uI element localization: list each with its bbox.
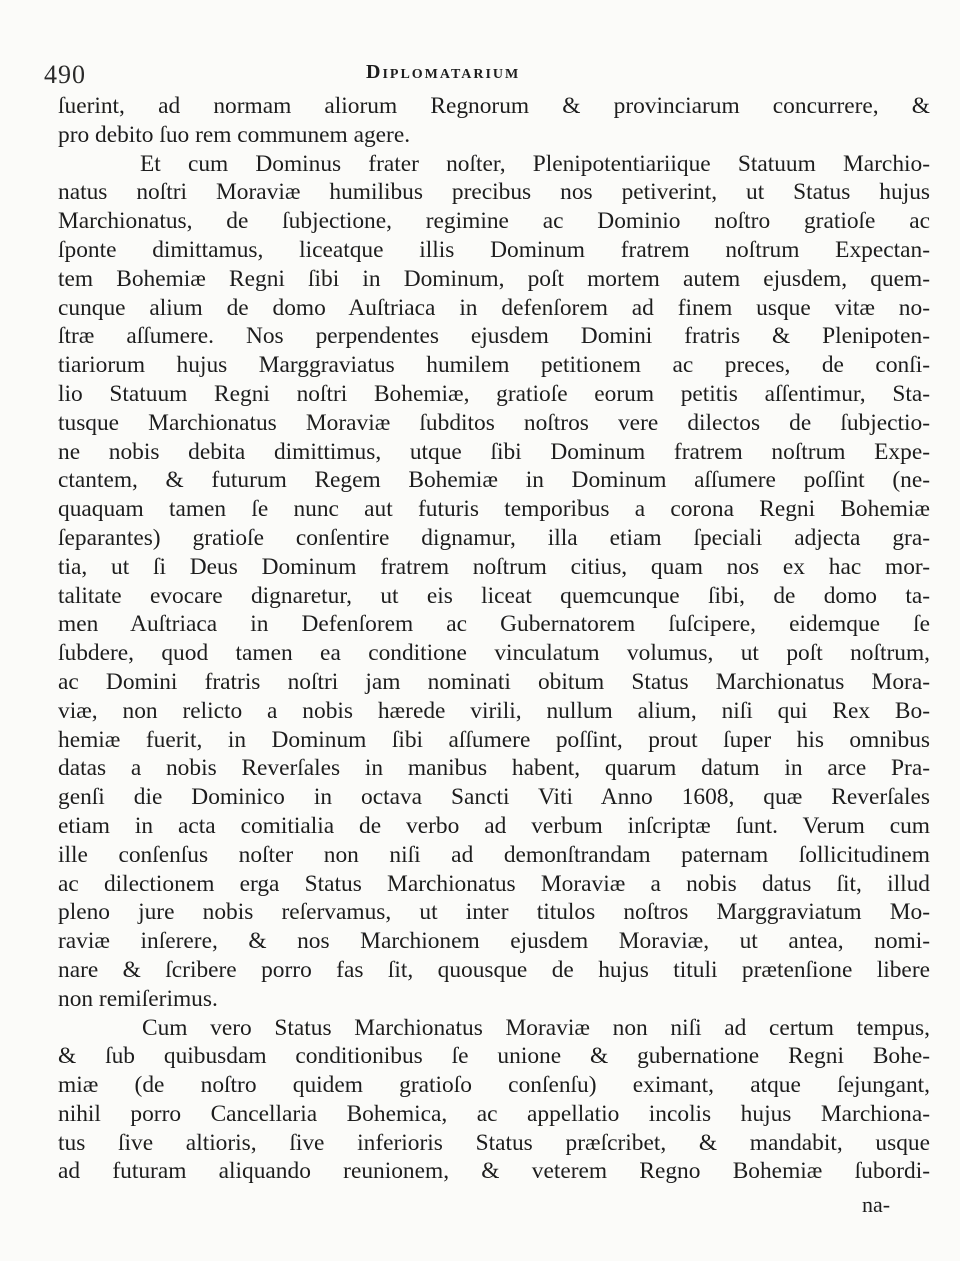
text-line: ſeparantes) gratioſe conſentire dignamur, illa etiam ſpeciali adjecta gra- <box>58 524 930 551</box>
text-line: ſuerint, ad normam aliorum Regnorum & provinciarum concurrere, & <box>58 93 930 119</box>
text-line: natus noſtri Moraviæ humilibus precibus nos petiverint, ut Status hujus <box>58 179 930 206</box>
text-line: cunque alium de domo Auſtriaca in defenſorem ad finem usque vitæ no- <box>58 294 930 321</box>
paragraph-start-line: Cum vero Status Marchionatus Moraviæ non niſi ad certum tempus, <box>142 1014 930 1041</box>
text-line: ille conſenſus noſter non niſi ad demonſtrandam paternam ſollicitudinem <box>58 841 930 868</box>
text-line: non remiſerimus. <box>58 985 218 1012</box>
page-number: 490 <box>44 60 86 89</box>
text-line: miæ (de noſtro quidem gratioſo conſenſu) eximant, atque ſejungant, <box>58 1072 930 1099</box>
text-line: ſtræ aſſumere. Nos perpendentes ejusdem Domini fratris & Plenipoten- <box>58 323 930 350</box>
text-line: quaquam tamen ſe nunc aut futuris temporibus a corona Regni Bohemiæ <box>58 496 930 523</box>
text-line: nare & ſcribere porro fas ſit, quousque de hujus tituli prætenſione libere <box>58 956 930 983</box>
running-title: Diplomatarium <box>366 61 521 83</box>
text-line: ne nobis debita dimittimus, utque ſibi Dominum fratrem noſtrum Expe- <box>58 438 930 465</box>
text-line: ac dilectionem erga Status Marchionatus Moraviæ a nobis datus ſit, illud <box>58 870 930 897</box>
page-header <box>0 58 960 88</box>
body-text <box>58 92 930 1186</box>
text-line: ſubdere, quod tamen ea conditione vinculatum volumus, ut poſt noſtrum, <box>58 640 930 667</box>
text-line: pro debito ſuo rem communem agere. <box>58 121 411 148</box>
text-line: & ſub quibusdam conditionibus ſe unione & gubernatione Regni Bohe- <box>58 1043 930 1070</box>
paragraph-start-line: Et cum Dominus frater noſter, Plenipotentiariique Statuum Marchio- <box>140 150 930 177</box>
text-line: ac Domini fratris noſtri jam nominati obitum Status Marchionatus Mora- <box>58 668 930 695</box>
text-line: genſi die Dominico in octava Sancti Viti Anno 1608, quæ Reverſales <box>58 784 930 811</box>
text-line: lio Statuum Regni noſtri Bohemiæ, gratioſe eorum petitis aſſentimur, Sta- <box>58 380 930 407</box>
text-line: viæ, non relicto a nobis hærede virili, nullum alium, niſi qui Rex Bo- <box>58 697 930 724</box>
text-line: raviæ inſerere, & nos Marchionem ejusdem Moraviæ, ut antea, nomi- <box>58 928 930 955</box>
text-line: datas a nobis Reverſales in manibus habent, quarum datum in arce Pra- <box>58 755 930 782</box>
text-line: tiariorum hujus Marggraviatus humilem petitionem ac preces, de conſi- <box>58 352 930 379</box>
text-line: tus ſive altioris, ſive inferioris Status præſcribet, & mandabit, usque <box>58 1129 930 1156</box>
text-line: ſponte dimittamus, liceatque illis Dominum fratrem noſtrum Expectan- <box>58 236 930 263</box>
text-line: hemiæ fuerit, in Dominum ſibi aſſumere poſſint, prout ſuper his omnibus <box>58 726 930 753</box>
text-line: pleno jure nobis reſervamus, ut inter titulos noſtros Marggraviatum Mo- <box>58 899 930 926</box>
text-line: men Auſtriaca in Defenſorem ac Gubernatorem ſuſcipere, eidemque ſe <box>58 611 930 638</box>
text-line: ctantem, & futurum Regem Bohemiæ in Dominum aſſumere poſſint (ne- <box>58 467 930 494</box>
text-line: tem Bohemiæ Regni ſibi in Dominum, poſt mortem autem ejusdem, quem- <box>58 265 930 292</box>
catchword: na- <box>862 1192 891 1217</box>
text-line: tia, ut ſi Deus Dominum fratrem noſtrum citius, quam nos ex hac mor- <box>58 553 930 580</box>
text-line: talitate evocare dignaretur, ut eis liceat quemcunque ſibi, de domo ta- <box>58 582 930 609</box>
text-line: Marchionatus, de ſubjectione, regimine ac Dominio noſtro gratioſe ac <box>58 208 930 235</box>
text-line: ad futuram aliquando reunionem, & veterem Regno Bohemiæ ſubordi- <box>58 1158 930 1185</box>
text-line: tusque Marchionatus Moraviæ ſubditos noſtros vere dilectos de ſubjectio- <box>58 409 930 436</box>
text-line: nihil porro Cancellaria Bohemica, ac appellatio incolis hujus Marchiona- <box>58 1100 930 1127</box>
text-line: etiam in acta comitialia de verbo ad verbum inſcriptæ ſunt. Verum cum <box>58 812 930 839</box>
